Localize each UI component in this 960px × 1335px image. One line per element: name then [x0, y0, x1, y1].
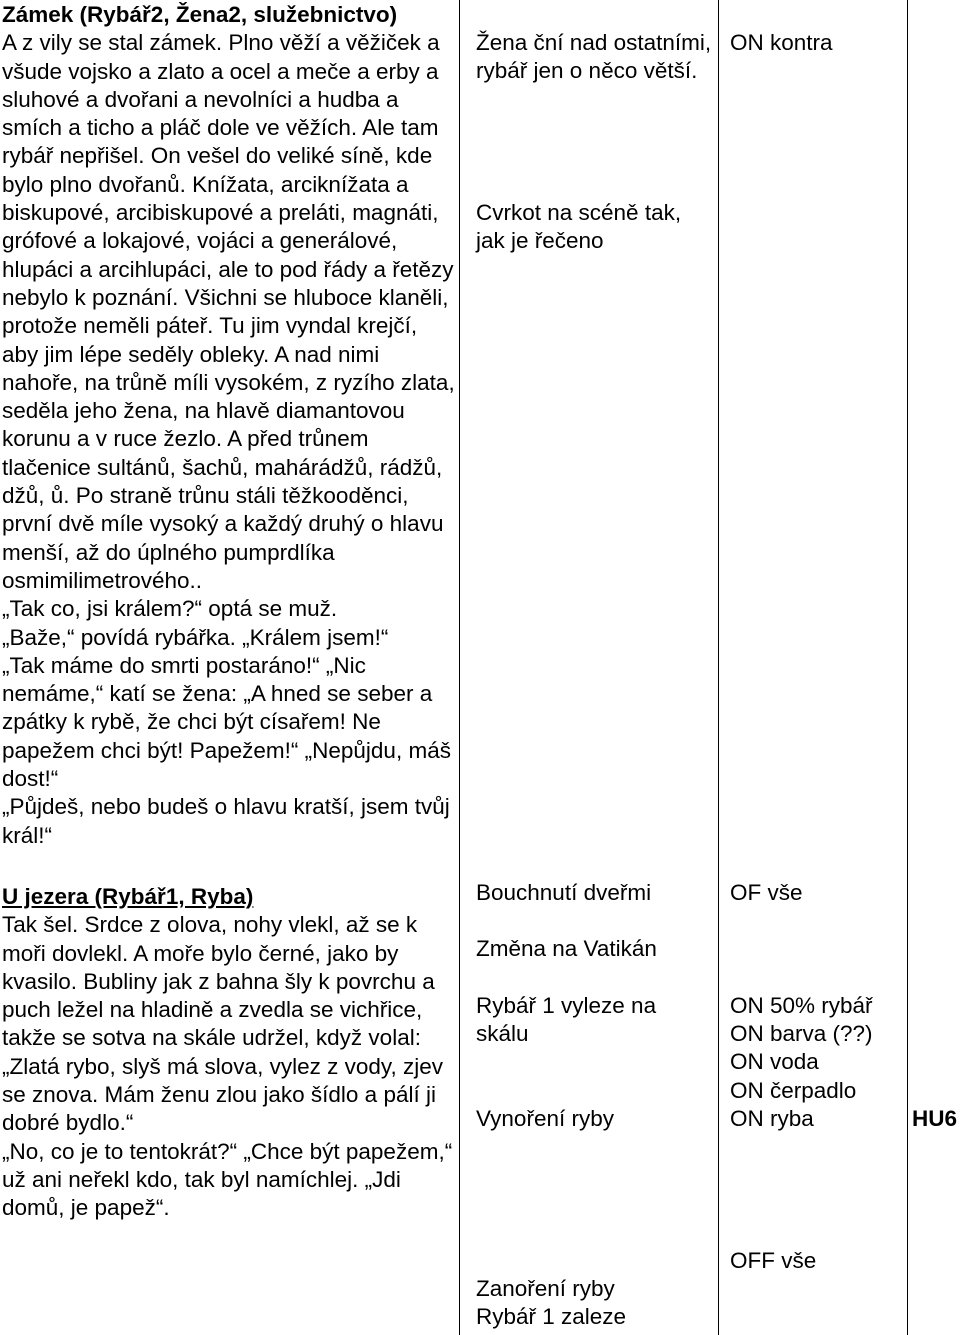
- scene-heading: Zámek (Rybář2, Žena2, služebnictvo): [2, 2, 398, 27]
- dialogue-line: „No, co je to tentokrát?“ „Chce být papežem,“ už ani neřekl kdo, tak byl namíchlej. „Jdi domů, je papež“.: [2, 1138, 453, 1221]
- dialogue-line: „Baže,“ povídá rybářka. „Králem jsem!“: [2, 624, 389, 650]
- tech-cue: ON barva (??): [730, 1021, 873, 1046]
- tech-cue: ON 50% rybář: [730, 993, 873, 1018]
- marker-column: [912, 0, 960, 1335]
- column-divider: [459, 0, 460, 1335]
- dialogue-line: „Půjdeš, nebo budeš o hlavu kratší, jsem tvůj král!“: [2, 794, 450, 848]
- scene-paragraph: A z vily se stal zámek. Plno věží a věžiček a všude vojsko a zlato a ocel a meče a erby a sluhové a dvořani a nevolníci a hudba a smích a ticho a pláč dole ve věžích. Ale tam rybář nepřišel. On vešel do veliké síně, kde bylo plno dvořanů. Knížata, arciknížata a biskupové, arcibiskupové a preláti, magnáti, grófové a lokajové, vojáci a generálové, hlupáci a arcihlupáci, ale to pod řády a řetězy nebylo k poznání. Všichni se hluboce klaněli, protože neměli páteř. Tu jim vyndal krejčí, aby jim lépe seděly obleky. A nad nimi nahoře, na trůně míli vysokém, z ryzího zlata, seděla jeho žena, na hlavě diamantovou korunu a v ruce žezlo. A před trůnem tlačenice sultánů, šachů, mahárádžů, rádžů, džů, ů. Po straně trůnu stáli těžkooděnci, první dvě míle vysoký a každý druhý o hlavu menší, až do úplného pumprdlíka osmimilimetrového..: [2, 30, 455, 593]
- tech-cues-column: [730, 0, 908, 1335]
- stage-note: Změna na Vatikán: [476, 936, 657, 961]
- dialogue-line: „Tak co, jsi králem?“ optá se muž.: [2, 596, 338, 622]
- tech-cue: ON kontra: [730, 30, 833, 55]
- scene-heading: U jezera (Rybář1, Ryba): [2, 883, 254, 909]
- tech-cue: OF vše: [730, 880, 803, 905]
- scene-paragraph: Tak šel. Srdce z olova, nohy vlekl, až se k moři dovlekl. A moře bylo černé, jako by kvasilo. Bubliny jak z bahna šly k povrchu a puch ležel na hladině a zvedla se vichřice, takže se sotva na skále udržel, když volal: „Zlatá rybo, slyš má slova, vylez z vody, zjev se znova. Mám ženu zlou jako šídlo a pálí ji dobré bydlo.“: [2, 912, 443, 1136]
- stage-note: Cvrkot na scéně tak, jak je řečeno: [476, 200, 682, 254]
- tech-cue: OFF vše: [730, 1248, 817, 1273]
- cue-marker: HU6: [912, 1106, 958, 1131]
- tech-cue: ON čerpadlo: [730, 1078, 857, 1103]
- stage-note: Rybář 1 zaleze: [476, 1304, 627, 1329]
- stage-notes-column: [476, 0, 714, 1335]
- column-divider: [718, 0, 719, 1335]
- tech-cue: ON voda: [730, 1049, 819, 1074]
- stage-note: Žena ční nad ostatními, rybář jen o něco větší.: [476, 30, 712, 84]
- stage-note: Vynoření ryby: [476, 1106, 614, 1131]
- dialogue-line: „Tak máme do smrti postaráno!“ „Nic nemáme,“ katí se žena: „A hned se seber a zpátky k rybě, že chci být císařem! Ne papežem chci být! Papežem!“ „Nepůjdu, máš dost!“: [2, 652, 451, 792]
- stage-note: Bouchnutí dveřmi: [476, 880, 652, 905]
- script-text-column: [2, 0, 457, 1222]
- tech-cue: ON ryba: [730, 1106, 814, 1131]
- stage-note: Zanoření ryby: [476, 1276, 615, 1301]
- stage-note: Rybář 1 vyleze na skálu: [476, 993, 657, 1047]
